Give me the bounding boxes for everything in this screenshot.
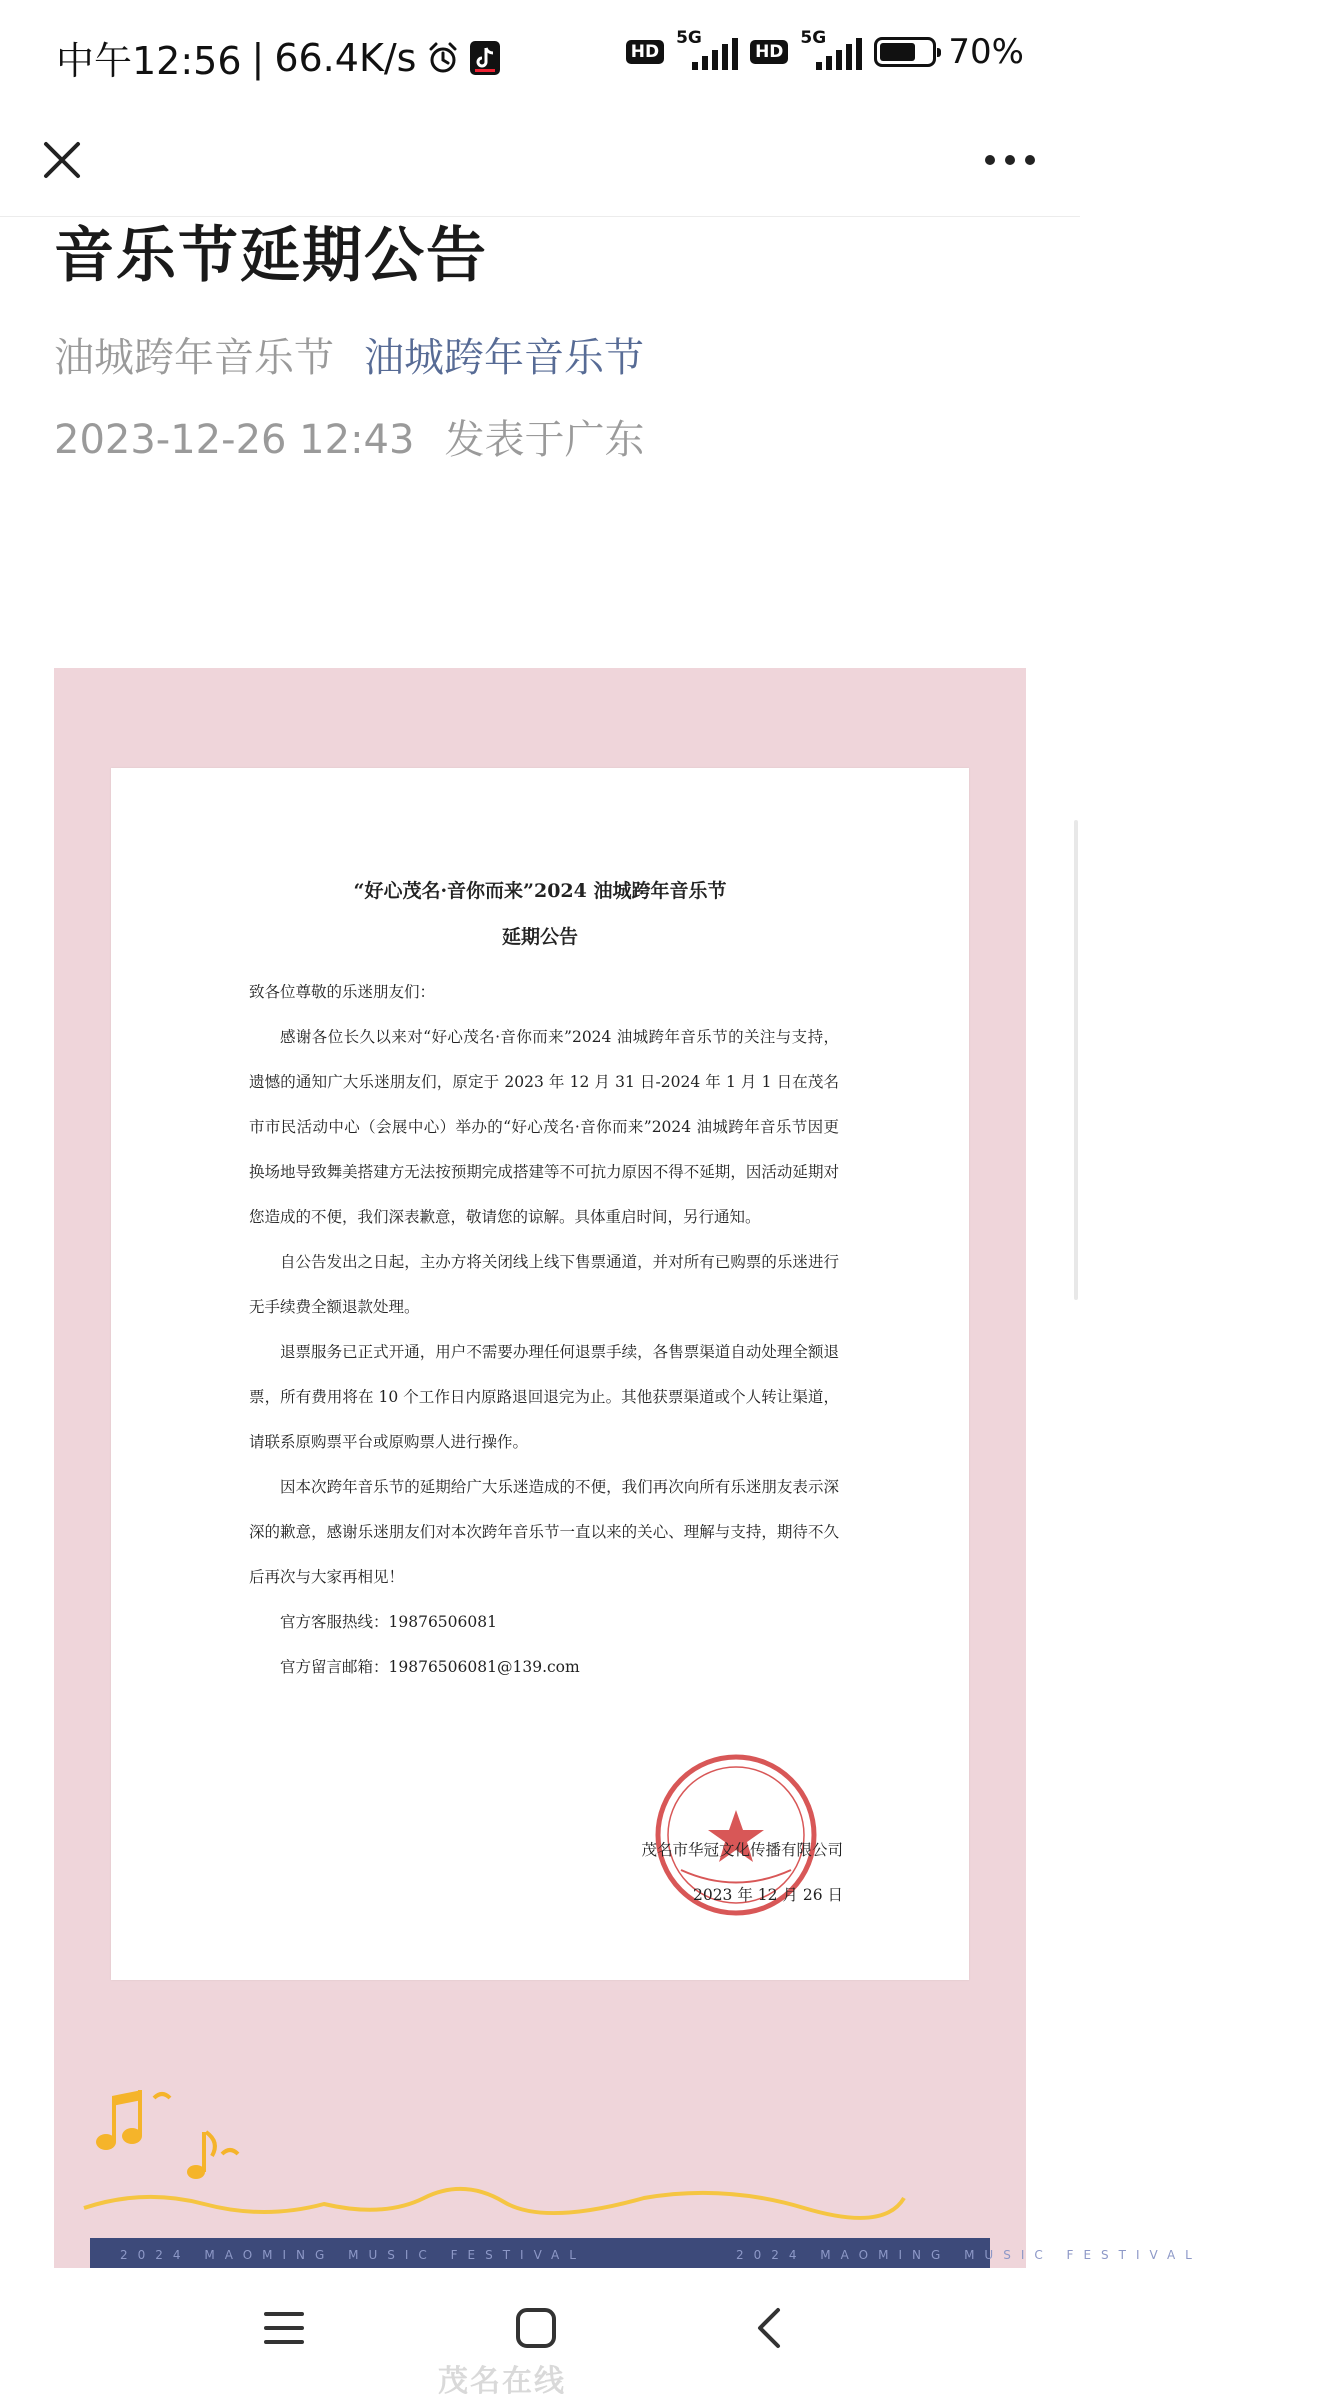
status-separator: | [251, 35, 265, 80]
status-bar [0, 0, 1080, 104]
festival-band-text: 2024 MAOMING MUSIC FESTIVAL [120, 2248, 586, 2262]
back-button[interactable] [748, 2304, 792, 2356]
notice-paragraph: 退票服务已正式开通，用户不需要办理任何退票手续，各售票渠道自动处理全额退票，所有费用将在 10 个工作日内原路退回退完为止。其他获票渠道或个人转让渠道，请联系原购票平台或原购票人进行操作。 [249, 1343, 839, 1451]
article-date-line [54, 412, 644, 468]
battery-icon [874, 37, 936, 67]
decorative-wave [84, 2168, 904, 2228]
battery-percent: 70% [948, 32, 1024, 72]
article-title: 音乐节延期公告 [54, 221, 488, 291]
network-type-label: 5G [800, 28, 827, 48]
recent-apps-button[interactable] [262, 2306, 306, 2354]
more-options-button[interactable] [970, 128, 1050, 192]
home-icon [512, 2304, 560, 2352]
notice-date: 2023 年 12 月 26 日 [692, 1886, 843, 1904]
notice-paragraph: 感谢各位长久以来对“好心茂名·音你而来”2024 油城跨年音乐节的关注与支持，遗憾的通知广大乐迷朋友们，原定于 2023 年 12 月 31 日-2024 年 1 月 1 日在茂名市市民活动中心（会展中心）举办的“好心茂名·音你而来”2024 油城跨年音乐节因更换场地导致舞美搭建方无法按预期完成搭建等不可抗力原因不得不延期，因活动延期对您造成的不便，我们深表歉意，敬请您的谅解。具体重启时间，另行通知。 [249, 1028, 839, 1226]
article-meta [54, 330, 644, 386]
notice-poster[interactable] [54, 668, 1202, 2268]
festival-band-text: 2024 MAOMING MUSIC FESTIVAL [735, 2248, 1202, 2262]
notice-email: 官方留言邮箱：19876506081@139.com [280, 1658, 580, 1676]
notice-hotline: 官方客服热线：19876506081 [280, 1613, 497, 1631]
account-link[interactable]: 油城跨年音乐节 [364, 335, 644, 381]
notice-paragraph: 因本次跨年音乐节的延期给广大乐迷造成的不便，我们再次向所有乐迷朋友表示深深的歉意，感谢乐迷朋友们对本次跨年音乐节一直以来的关心、理解与支持，期待不久后再次与大家再相见！ [249, 1478, 839, 1586]
close-button[interactable] [30, 128, 94, 192]
status-left [56, 30, 500, 85]
article-author: 油城跨年音乐节 [54, 335, 334, 381]
watermark: 茂名在线 [438, 2364, 566, 2399]
network-speed: 66.4K/s [274, 35, 417, 80]
notice-subtitle: 延期公告 [501, 926, 578, 948]
top-nav [0, 104, 1080, 217]
menu-icon [262, 2306, 306, 2350]
home-button[interactable] [512, 2304, 560, 2356]
network-type-label: 5G [676, 28, 702, 48]
publish-time: 2023-12-26 12:43 [54, 417, 415, 463]
tiktok-icon [470, 41, 500, 75]
signal-icon [676, 28, 738, 70]
scrollbar[interactable] [1074, 820, 1078, 1300]
notice-title: “好心茂名·音你而来”2024 油城跨年音乐节 [353, 880, 727, 902]
publish-location: 发表于广东 [444, 417, 645, 463]
notice-signature [641, 1828, 843, 1918]
notice-company: 茂名市华冠文化传播有限公司 [641, 1841, 843, 1859]
hd-badge: HD [626, 40, 664, 64]
more-options-icon [982, 152, 1038, 168]
close-icon [40, 138, 84, 182]
hd-badge: HD [750, 40, 788, 64]
status-right [626, 28, 1024, 72]
signal-icon [800, 28, 862, 70]
back-icon [748, 2304, 792, 2352]
clock: 中午12:56 [56, 39, 242, 83]
notice-paragraph: 自公告发出之日起，主办方将关闭线上线下售票通道，并对所有已购票的乐迷进行无手续费全额退款处理。 [249, 1253, 839, 1316]
notice-body [249, 970, 839, 1690]
notice-greeting: 致各位尊敬的乐迷朋友们： [249, 983, 436, 1001]
alarm-icon [426, 41, 460, 75]
notice-document [111, 768, 969, 1980]
